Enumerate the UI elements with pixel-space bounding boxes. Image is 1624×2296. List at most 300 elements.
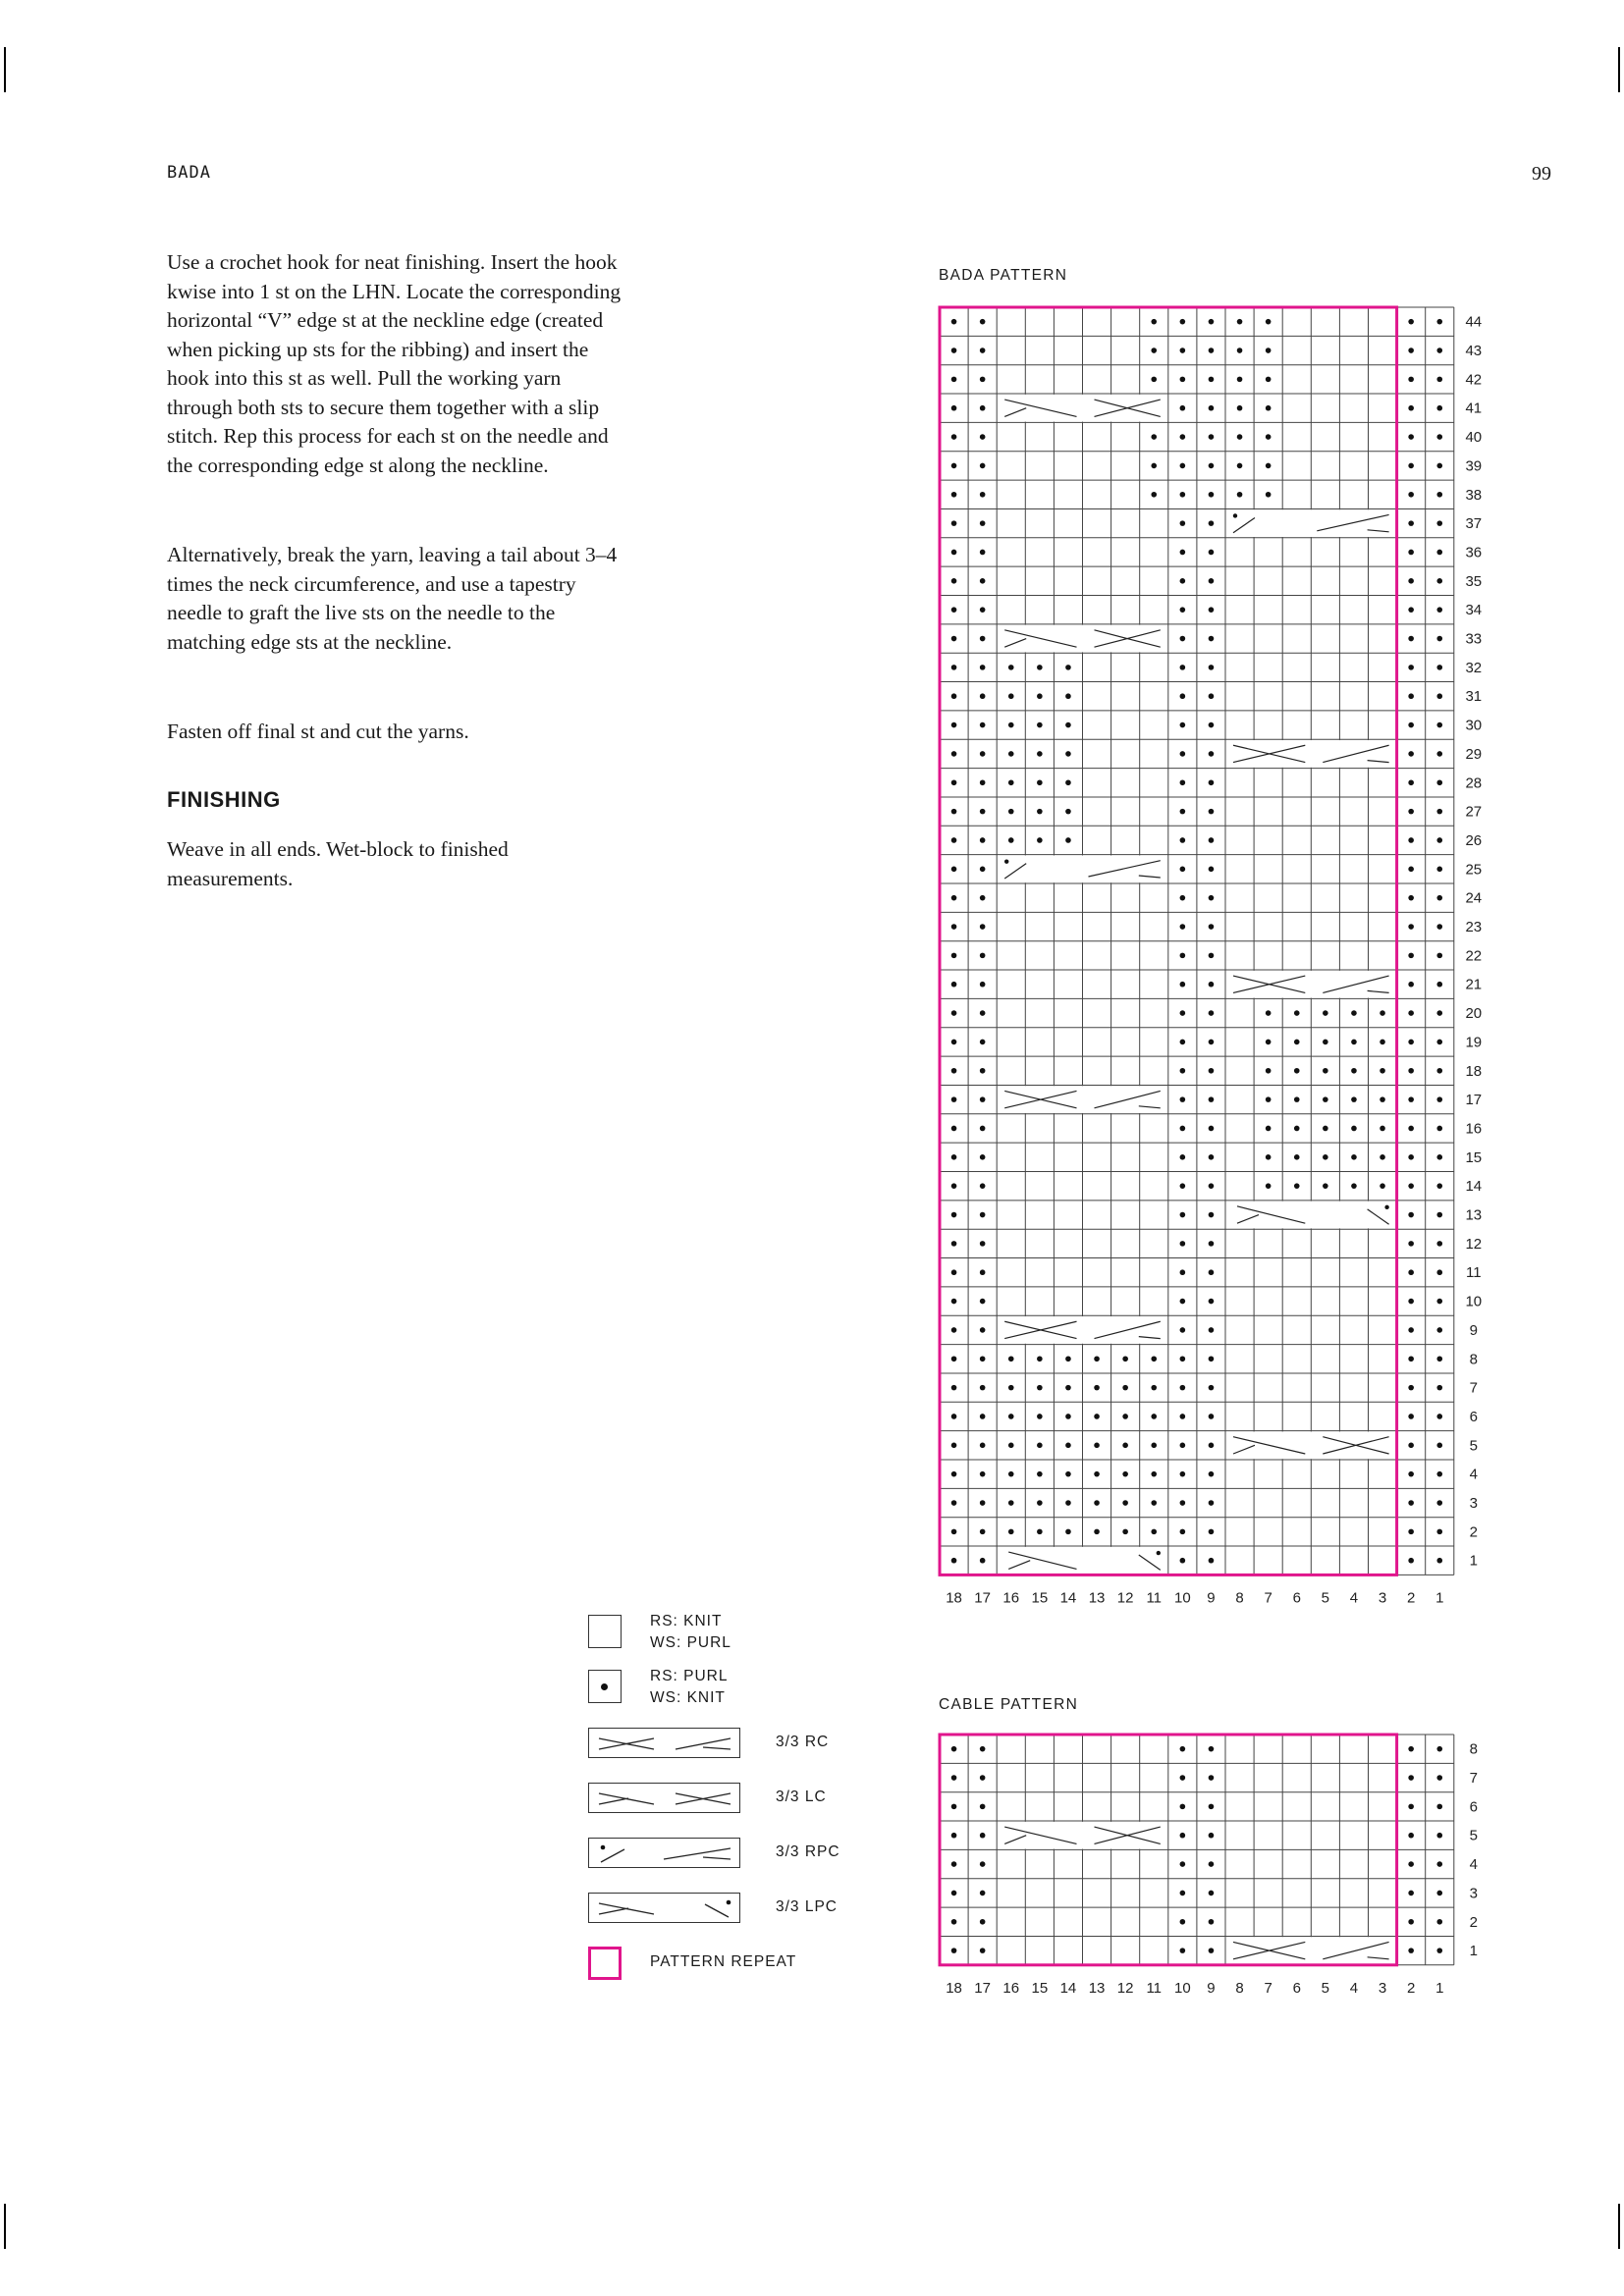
purl-dot: [951, 895, 957, 901]
page-number: 99: [1532, 163, 1551, 185]
purl-dot: [1380, 1096, 1385, 1102]
purl-dot: [980, 1443, 986, 1449]
purl-dot: [1323, 1040, 1328, 1045]
purl-dot: [1122, 1356, 1128, 1362]
purl-dot: [1436, 550, 1442, 556]
purl-dot: [1408, 953, 1414, 959]
row-number-label: 25: [1465, 861, 1483, 879]
purl-dot: [1408, 1068, 1414, 1074]
cable-chart-title: CABLE PATTERN: [939, 1696, 1079, 1713]
purl-dot: [1323, 1068, 1328, 1074]
purl-dot: [1209, 1154, 1215, 1160]
purl-dot: [1094, 1443, 1100, 1449]
purl-dot: [951, 722, 957, 728]
purl-dot: [1180, 751, 1186, 757]
purl-dot: [1209, 722, 1215, 728]
purl-dot: [1180, 1471, 1186, 1477]
row-number-label: 11: [1466, 1264, 1482, 1282]
row-number-label: 29: [1465, 745, 1483, 763]
purl-dot: [1266, 1068, 1272, 1074]
row-number-label: 19: [1465, 1034, 1483, 1051]
legend-knit-rs: RS: KNIT: [650, 1613, 723, 1629]
purl-dot: [1209, 520, 1215, 526]
purl-dot: [1436, 924, 1442, 930]
purl-dot: [1065, 809, 1071, 815]
purl-dot: [1151, 1443, 1157, 1449]
purl-dot: [1294, 1096, 1300, 1102]
row-number-label: 26: [1465, 831, 1483, 849]
purl-dot: [1436, 1861, 1442, 1867]
purl-dot: [1408, 1183, 1414, 1189]
purl-dot: [1436, 1833, 1442, 1839]
purl-dot: [1209, 1126, 1215, 1132]
purl-dot: [1065, 1443, 1071, 1449]
purl-dot: [1380, 1010, 1385, 1016]
purl-dot: [980, 1861, 986, 1867]
purl-dot: [1008, 722, 1014, 728]
row-number-label: 15: [1465, 1148, 1483, 1166]
purl-dot: [951, 1126, 957, 1132]
bada-pattern-chart: [884, 294, 1512, 1610]
purl-dot: [1209, 837, 1215, 843]
purl-dot: [1209, 1269, 1215, 1275]
purl-dot: [1209, 895, 1215, 901]
purl-dot: [1180, 1096, 1186, 1102]
purl-dot: [1037, 1414, 1043, 1419]
rc-cable-icon: [589, 1729, 741, 1759]
purl-dot: [980, 665, 986, 670]
purl-dot: [1237, 434, 1243, 440]
column-number-label: 13: [1088, 1589, 1106, 1607]
purl-dot: [1180, 1833, 1186, 1839]
purl-dot: [1436, 722, 1442, 728]
purl-dot: [980, 1804, 986, 1810]
purl-dot: [1180, 1443, 1186, 1449]
purl-dot: [1237, 347, 1243, 353]
purl-dot: [1408, 1241, 1414, 1247]
purl-dot: [1180, 550, 1186, 556]
purl-dot: [951, 1804, 957, 1810]
purl-dot: [1180, 1040, 1186, 1045]
legend-knit-ws: WS: PURL: [650, 1634, 731, 1651]
purl-dot: [1037, 1471, 1043, 1477]
purl-dot: [1408, 1299, 1414, 1305]
purl-dot: [1209, 434, 1215, 440]
purl-dot: [1151, 492, 1157, 498]
purl-dot: [951, 1299, 957, 1305]
purl-dot: [1037, 809, 1043, 815]
purl-dot: [1266, 405, 1272, 411]
column-number-label: 13: [1088, 1979, 1106, 1997]
purl-dot: [1380, 1040, 1385, 1045]
purl-dot: [1209, 1443, 1215, 1449]
purl-dot: [1351, 1010, 1357, 1016]
purl-dot: [1180, 1212, 1186, 1218]
purl-dot: [1065, 693, 1071, 699]
purl-dot: [1436, 751, 1442, 757]
purl-dot: [1151, 377, 1157, 383]
cable-cell-background: [998, 1086, 1167, 1113]
purl-dot: [1065, 751, 1071, 757]
purl-dot: [1436, 1068, 1442, 1074]
purl-dot: [1436, 867, 1442, 873]
column-number-label: 15: [1031, 1979, 1049, 1997]
purl-dot: [1408, 1919, 1414, 1925]
purl-dot: [980, 693, 986, 699]
purl-dot: [951, 1356, 957, 1362]
purl-dot: [1008, 1356, 1014, 1362]
column-number-label: 5: [1321, 1589, 1330, 1607]
purl-dot: [1037, 1385, 1043, 1391]
purl-dot: [1180, 837, 1186, 843]
purl-dot: [1209, 1471, 1215, 1477]
column-number-label: 7: [1264, 1589, 1272, 1607]
purl-dot: [1408, 1327, 1414, 1333]
purl-dot: [951, 837, 957, 843]
row-number-label: 28: [1465, 774, 1483, 792]
purl-dot: [1380, 1183, 1385, 1189]
purl-dot: [1266, 1040, 1272, 1045]
purl-dot: [1351, 1126, 1357, 1132]
purl-dot: [1266, 1183, 1272, 1189]
purl-dot: [1436, 1529, 1442, 1535]
purl-dot: [1408, 550, 1414, 556]
purl-dot: [1094, 1529, 1100, 1535]
purl-dot: [980, 982, 986, 988]
purl-dot: [980, 1299, 986, 1305]
purl-dot: [951, 463, 957, 469]
purl-dot: [1122, 1500, 1128, 1506]
purl-dot: [1180, 463, 1186, 469]
purl-dot: [951, 779, 957, 785]
purl-dot: [1209, 751, 1215, 757]
purl-dot: [1209, 1558, 1215, 1564]
purl-dot: [980, 837, 986, 843]
purl-dot: [1065, 1414, 1071, 1419]
purl-dot: [951, 636, 957, 642]
purl-dot: [1323, 1126, 1328, 1132]
purl-dot: [1266, 492, 1272, 498]
purl-dot: [1408, 492, 1414, 498]
purl-dot: [980, 1919, 986, 1925]
purl-dot: [951, 1010, 957, 1016]
purl-dot: [951, 405, 957, 411]
purl-dot: [1180, 1414, 1186, 1419]
cable-cell-background: [998, 1316, 1167, 1344]
row-number-label: 13: [1465, 1206, 1483, 1224]
purl-dot: [980, 1212, 986, 1218]
purl-dot: [1008, 665, 1014, 670]
purl-dot: [1209, 1096, 1215, 1102]
column-number-label: 14: [1059, 1979, 1077, 1997]
purl-dot: [1151, 1529, 1157, 1535]
purl-dot: [1094, 1414, 1100, 1419]
purl-dot: [1209, 1861, 1215, 1867]
row-number-label: 27: [1465, 803, 1483, 821]
purl-dot-icon: [601, 1683, 608, 1690]
column-number-label: 9: [1207, 1979, 1216, 1997]
row-number-label: 4: [1469, 1856, 1478, 1874]
finishing-text: Weave in all ends. Wet-block to finished measurements.: [167, 837, 509, 890]
lpc-cable-symbol: [588, 1893, 740, 1923]
purl-dot: [951, 1558, 957, 1564]
purl-dot: [1436, 1154, 1442, 1160]
purl-dot: [1436, 1327, 1442, 1333]
purl-dot: [1436, 1919, 1442, 1925]
purl-dot: [951, 693, 957, 699]
purl-dot: [980, 1414, 986, 1419]
row-number-label: 9: [1469, 1321, 1478, 1339]
purl-dot: [1151, 347, 1157, 353]
purl-dot: [951, 1040, 957, 1045]
purl-dot: [1209, 809, 1215, 815]
purl-dot: [980, 1833, 986, 1839]
purl-dot: [951, 492, 957, 498]
purl-dot: [951, 1948, 957, 1953]
purl-dot: [1180, 434, 1186, 440]
purl-dot: [951, 1241, 957, 1247]
purl-dot: [1408, 665, 1414, 670]
purl-dot: [1180, 405, 1186, 411]
purl-dot: [980, 377, 986, 383]
row-number-label: 18: [1465, 1062, 1483, 1080]
row-number-label: 31: [1465, 688, 1483, 706]
purl-dot: [1408, 520, 1414, 526]
purl-dot: [1408, 867, 1414, 873]
cable-cell-background: [998, 1547, 1167, 1575]
purl-dot: [1209, 924, 1215, 930]
purl-dot: [1008, 809, 1014, 815]
purl-dot: [951, 377, 957, 383]
purl-dot: [1180, 347, 1186, 353]
purl-dot: [1209, 1327, 1215, 1333]
purl-dot: [1094, 1500, 1100, 1506]
column-number-label: 18: [946, 1589, 962, 1607]
finishing-heading: FINISHING: [167, 787, 281, 812]
purl-dot: [1065, 1529, 1071, 1535]
row-number-label: 3: [1469, 1495, 1478, 1513]
purl-dot: [1065, 1500, 1071, 1506]
purl-dot: [1408, 347, 1414, 353]
purl-dot: [1180, 867, 1186, 873]
purl-dot: [1065, 722, 1071, 728]
row-number-label: 7: [1469, 1770, 1478, 1788]
purl-dot: [980, 1746, 986, 1752]
purl-dot: [1180, 895, 1186, 901]
purl-dot: [1436, 1385, 1442, 1391]
purl-dot: [1065, 1471, 1071, 1477]
column-number-label: 14: [1059, 1589, 1077, 1607]
purl-dot: [1209, 665, 1215, 670]
row-number-label: 38: [1465, 486, 1483, 504]
purl-dot: [980, 779, 986, 785]
purl-dot: [1209, 1529, 1215, 1535]
purl-dot: [1151, 1356, 1157, 1362]
purl-dot: [1294, 1154, 1300, 1160]
purl-dot: [1122, 1443, 1128, 1449]
row-number-label: 17: [1465, 1092, 1483, 1109]
purl-dot: [1436, 319, 1442, 325]
purl-dot: [1266, 1010, 1272, 1016]
purl-dot: [951, 751, 957, 757]
purl-dot: [1294, 1040, 1300, 1045]
purl-dot: [1209, 607, 1215, 613]
purl-dot: [1008, 837, 1014, 843]
paragraph-fasten-off: Fasten off final st and cut the yarns.: [167, 720, 469, 743]
purl-dot: [1151, 463, 1157, 469]
purl-dot: [951, 434, 957, 440]
purl-dot: [980, 578, 986, 584]
purl-dot: [1436, 1040, 1442, 1045]
row-number-label: 24: [1465, 889, 1483, 907]
row-number-label: 5: [1469, 1827, 1478, 1844]
purl-dot: [1436, 982, 1442, 988]
purl-dot: [1037, 751, 1043, 757]
row-number-label: 39: [1465, 457, 1483, 475]
legend-knit-label: [650, 1611, 731, 1654]
purl-dot: [1209, 1385, 1215, 1391]
purl-dot: [1180, 779, 1186, 785]
column-number-label: 18: [946, 1979, 962, 1997]
row-number-label: 20: [1465, 1005, 1483, 1023]
cable-cell-background: [998, 625, 1167, 653]
purl-dot: [1408, 1891, 1414, 1896]
chart-grid: [940, 307, 1454, 1575]
purl-dot: [1122, 1385, 1128, 1391]
purl-dot: [1408, 1775, 1414, 1781]
purl-dot: [1408, 1558, 1414, 1564]
row-number-label: 34: [1465, 602, 1483, 619]
purl-dot: [1237, 319, 1243, 325]
purl-dot: [951, 1471, 957, 1477]
purl-dot: [1266, 1096, 1272, 1102]
purl-dot: [1037, 665, 1043, 670]
purl-dot: [1209, 1833, 1215, 1839]
purl-dot: [1408, 1414, 1414, 1419]
purl-dot: [980, 347, 986, 353]
purl-dot: [1180, 693, 1186, 699]
purl-dot: [1408, 463, 1414, 469]
purl-dot: [1037, 779, 1043, 785]
purl-dot: [1008, 1385, 1014, 1391]
lpc-cable-icon: [589, 1894, 741, 1924]
row-number-label: 40: [1465, 429, 1483, 447]
purl-dot: [1037, 1529, 1043, 1535]
purl-dot: [1323, 1154, 1328, 1160]
purl-dot: [1436, 1443, 1442, 1449]
purl-dot: [951, 550, 957, 556]
column-number-label: 4: [1349, 1589, 1359, 1607]
purl-dot: [951, 1154, 957, 1160]
purl-dot: [1436, 1356, 1442, 1362]
column-number-label: 1: [1435, 1979, 1444, 1997]
row-number-label: 1: [1469, 1552, 1478, 1570]
knit-symbol: [588, 1615, 622, 1648]
cable-cell-background: [1226, 740, 1396, 768]
row-number-label: 42: [1465, 371, 1483, 389]
purl-dot: [1008, 1414, 1014, 1419]
purl-dot: [1408, 1154, 1414, 1160]
purl-dot: [1180, 1241, 1186, 1247]
purl-dot: [1209, 867, 1215, 873]
purl-dot: [1436, 492, 1442, 498]
purl-dot: [1266, 347, 1272, 353]
purl-dot: [980, 809, 986, 815]
purl-dot: [1209, 1948, 1215, 1953]
purl-dot: [1436, 1241, 1442, 1247]
purl-dot: [951, 809, 957, 815]
purl-dot: [1351, 1096, 1357, 1102]
purl-dot: [1209, 693, 1215, 699]
purl-dot: [1209, 1241, 1215, 1247]
purl-dot: [1180, 1010, 1186, 1016]
rpc-cable-icon: [589, 1839, 741, 1869]
legend-rc-label: 3/3 RC: [776, 1734, 830, 1750]
purl-dot: [1037, 837, 1043, 843]
purl-dot: [1408, 895, 1414, 901]
purl-dot: [1294, 1183, 1300, 1189]
purl-dot: [1008, 1471, 1014, 1477]
column-number-label: 16: [1002, 1979, 1020, 1997]
purl-dot: [1065, 1385, 1071, 1391]
purl-dot: [1094, 1356, 1100, 1362]
legend-purl-label: [650, 1666, 729, 1709]
cable-cell-background: [998, 1822, 1167, 1849]
purl-dot: [1209, 578, 1215, 584]
purl-dot: [980, 1500, 986, 1506]
purl-dot: [980, 520, 986, 526]
purl-dot: [1209, 1299, 1215, 1305]
purl-dot: [980, 1269, 986, 1275]
purl-dot: [1065, 837, 1071, 843]
purl-dot: [1266, 434, 1272, 440]
purl-dot: [1008, 779, 1014, 785]
purl-dot: [980, 1096, 986, 1102]
purl-dot: [980, 1241, 986, 1247]
purl-dot: [1209, 1746, 1215, 1752]
purl-dot: [1436, 665, 1442, 670]
purl-dot: [1436, 1096, 1442, 1102]
row-number-label: 33: [1465, 630, 1483, 648]
row-number-label: 5: [1469, 1437, 1478, 1455]
row-number-label: 32: [1465, 659, 1483, 676]
purl-dot: [951, 1891, 957, 1896]
purl-dot: [1008, 1500, 1014, 1506]
purl-dot: [980, 1948, 986, 1953]
purl-dot: [1408, 751, 1414, 757]
purl-dot: [1122, 1414, 1128, 1419]
purl-dot: [1408, 578, 1414, 584]
purl-dot: [1209, 1891, 1215, 1896]
rpc-cable-symbol: [588, 1838, 740, 1868]
purl-dot: [951, 1529, 957, 1535]
legend-lpc-label: 3/3 LPC: [776, 1898, 839, 1915]
crop-mark: [1618, 47, 1620, 92]
column-number-label: 17: [974, 1589, 991, 1607]
column-number-label: 7: [1264, 1979, 1272, 1997]
purl-dot: [1180, 377, 1186, 383]
purl-dot: [1408, 1269, 1414, 1275]
purl-dot: [951, 520, 957, 526]
purl-dot: [951, 1068, 957, 1074]
column-number-label: 6: [1292, 1979, 1301, 1997]
purl-dot: [951, 1775, 957, 1781]
cable-purl-dot: [1004, 859, 1008, 863]
purl-dot: [1266, 463, 1272, 469]
purl-dot: [1209, 1040, 1215, 1045]
purl-dot: [980, 550, 986, 556]
purl-dot: [1209, 463, 1215, 469]
